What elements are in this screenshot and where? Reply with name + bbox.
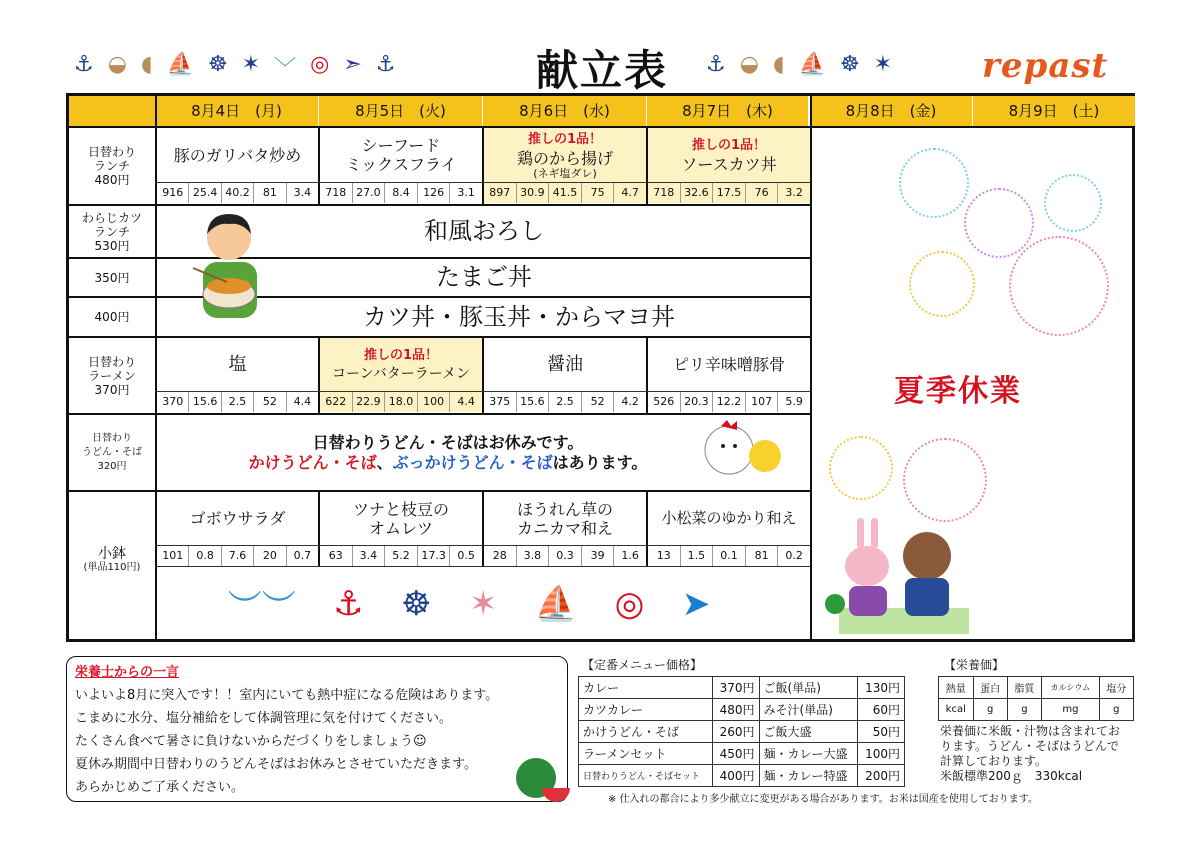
val: 1.6 xyxy=(613,546,646,566)
row-label-400: 400円 xyxy=(94,310,130,324)
lunch-thu xyxy=(648,128,810,182)
val: 75 xyxy=(581,183,614,203)
val: 8.4 xyxy=(384,183,417,203)
kobachi-mon xyxy=(157,492,318,545)
sailboat-icon: ⛵ xyxy=(798,52,826,77)
nutritionist-memo xyxy=(66,656,568,802)
nutrition-values xyxy=(157,392,318,412)
note-line: ります。うどん・そばはうどんで xyxy=(940,739,1120,753)
item: ご飯大盛 xyxy=(759,721,858,743)
anchor-icon: ⚓ xyxy=(74,52,94,77)
nutrition-values xyxy=(320,392,482,412)
summer-closure: 夏季休業 xyxy=(894,374,1022,409)
price: 100円 xyxy=(858,743,905,765)
kobachi-tue xyxy=(320,492,482,545)
val: 101 xyxy=(162,549,184,562)
unit: mg xyxy=(1042,699,1100,721)
nutrition-values xyxy=(320,546,482,566)
label-line: 日替わり xyxy=(87,354,136,369)
dolphin-icon: ➤ xyxy=(681,584,711,624)
starfish-icon: ✶ xyxy=(468,584,498,624)
separator: 、 xyxy=(376,453,393,472)
label-line: うどん・そば xyxy=(82,446,142,458)
nutrition-legend xyxy=(938,676,1134,721)
val: 5.2 xyxy=(384,546,417,566)
nutrition-values xyxy=(648,546,810,566)
dish-name: カツ丼・豚玉丼・からマヨ丼 xyxy=(363,302,675,331)
memo-line: いよいよ8月に突入です！！室内にいても熱中症になる危険はあります。 xyxy=(75,688,499,703)
val: 18.0 xyxy=(384,392,417,412)
seagull-icon: ︶︶ xyxy=(227,587,296,628)
note-line: 計算しております。 xyxy=(940,754,1048,768)
val: 0.2 xyxy=(777,546,810,566)
val: 0.1 xyxy=(712,546,745,566)
val: 20 xyxy=(253,546,285,566)
val: 15.6 xyxy=(516,392,549,412)
man-eating-illustration xyxy=(187,208,277,328)
val: 3.4 xyxy=(352,546,385,566)
footnote: ※ 仕入れの都合により多少献立に変更がある場合があります。お米は国産を使用しております。 xyxy=(608,794,1038,805)
val: 17.5 xyxy=(712,183,745,203)
item: 日替わりうどん・そばセット xyxy=(579,765,713,787)
val: 897 xyxy=(489,186,511,199)
dish-name: たまご丼 xyxy=(436,263,532,291)
table-row xyxy=(939,699,1134,721)
val: 1.5 xyxy=(680,546,713,566)
val: 4.7 xyxy=(613,183,646,203)
item: ご飯(単品) xyxy=(759,677,858,699)
item: 麺・カレー特盛 xyxy=(759,765,858,787)
lifebuoy-icon: ◎ xyxy=(310,52,330,77)
ramen-thu xyxy=(648,338,810,391)
nutrition-title: 【栄養価】 xyxy=(944,658,1005,672)
val: 100 xyxy=(417,392,450,412)
helm-icon: ☸ xyxy=(839,52,860,77)
price: 50円 xyxy=(858,721,905,743)
dish-name: コーンバターラーメン xyxy=(331,365,471,382)
table-row xyxy=(579,699,905,721)
val: 0.8 xyxy=(188,546,220,566)
val: 40.2 xyxy=(221,183,253,203)
val: 7.6 xyxy=(221,546,253,566)
header: 蛋白 xyxy=(973,677,1007,699)
price-table xyxy=(578,676,905,787)
header: 脂質 xyxy=(1007,677,1041,699)
val: 4.4 xyxy=(449,392,482,412)
lunch-tue xyxy=(320,128,482,182)
day-header: 8月9日 (土) xyxy=(973,96,1135,126)
anchor-icon: ⚓ xyxy=(333,584,364,624)
label-line: ランチ xyxy=(93,224,130,239)
nutrition-note xyxy=(940,724,1136,784)
val: 718 xyxy=(325,186,347,199)
item: かけうどん・そば xyxy=(579,721,713,743)
nutrition-values xyxy=(157,546,318,566)
starfish-icon: ✶ xyxy=(241,52,261,77)
unit: kcal xyxy=(939,699,974,721)
ramen-tue xyxy=(320,338,482,391)
sailboat-icon: ⛵ xyxy=(166,52,194,77)
val: 63 xyxy=(328,549,343,562)
memo-line: あらかじめご了承ください。 xyxy=(75,780,245,795)
table-row xyxy=(579,721,905,743)
menu-grid xyxy=(66,93,1135,642)
val: 916 xyxy=(162,186,184,199)
label-line: 480円 xyxy=(94,173,130,187)
val: 0.3 xyxy=(548,546,581,566)
lunch-mon xyxy=(157,128,318,182)
val: 25.4 xyxy=(188,183,220,203)
val: 41.5 xyxy=(548,183,581,203)
row-label-350: 350円 xyxy=(94,270,130,285)
row-label-udon xyxy=(69,415,155,490)
seagull-icon: ﹀ xyxy=(274,57,297,82)
val: 39 xyxy=(581,546,614,566)
price-table-title: 【定番メニュー価格】 xyxy=(582,658,703,672)
table-row xyxy=(579,765,905,787)
item: みそ汁(単品) xyxy=(759,699,858,721)
nutrition-values xyxy=(157,183,318,203)
val: 0.5 xyxy=(449,546,482,566)
lunch-wed xyxy=(484,128,646,182)
dish-name: ピリ辛味噌豚骨 xyxy=(672,355,785,374)
label-line: 320円 xyxy=(97,460,127,472)
val: 81 xyxy=(745,546,778,566)
price: 60円 xyxy=(858,699,905,721)
unit: g xyxy=(1099,699,1133,721)
header: 熱量 xyxy=(939,677,974,699)
recommend-badge: 推しの1品！ xyxy=(691,138,767,153)
day-header: 8月6日 (水) xyxy=(483,96,646,126)
label-line: 日替わり xyxy=(87,145,136,159)
val: 370 xyxy=(162,395,184,408)
nutrition-values xyxy=(648,183,810,203)
label-line: ランチ xyxy=(93,159,130,173)
row-label-kobachi xyxy=(69,536,155,586)
val: 526 xyxy=(653,395,675,408)
helm-icon: ☸ xyxy=(207,52,228,77)
val: 28 xyxy=(492,549,507,562)
val: 4.4 xyxy=(286,392,318,412)
day-header: 8月4日 (月) xyxy=(155,96,318,126)
dish-name: ゴボウサラダ xyxy=(189,509,286,528)
price: 370円 xyxy=(712,677,759,699)
bukkake-udon-text: ぶっかけうどん・そば xyxy=(392,453,553,472)
val: 81 xyxy=(253,183,285,203)
page-title: 献立表 xyxy=(535,46,668,95)
recommend-badge: 推しの1品！ xyxy=(527,132,603,147)
item: 麺・カレー大盛 xyxy=(759,743,858,765)
nutrition-values xyxy=(484,183,646,203)
starfish-icon: ✶ xyxy=(873,52,893,77)
val: 20.3 xyxy=(680,392,713,412)
note-line: 栄養価に米飯・汁物は含まれてお xyxy=(940,724,1121,738)
val: 27.0 xyxy=(352,183,385,203)
header: 塩分 xyxy=(1099,677,1133,699)
sailboat-icon: ⛵ xyxy=(534,584,578,624)
val: 52 xyxy=(253,392,285,412)
udon-notice xyxy=(213,433,683,473)
label-line: 370円 xyxy=(94,382,130,397)
shell-icon: ◖ xyxy=(772,52,785,77)
memo-line: たくさん食べて暑さに負けないからだづくりをしましょう☺ xyxy=(75,734,427,749)
brand-logo: repast xyxy=(982,46,1109,86)
note-line: 米飯標準200ｇ 330kcal xyxy=(940,769,1083,783)
header: カルシウム xyxy=(1042,677,1100,699)
memo-title: 栄養士からの一言 xyxy=(75,665,180,680)
label-line: 日替わり xyxy=(92,432,132,444)
row-label-lunch xyxy=(69,128,155,204)
val: 3.4 xyxy=(286,183,318,203)
price: 480円 xyxy=(712,699,759,721)
day-header: 8月7日 (木) xyxy=(647,96,808,126)
dish-name: 塩 xyxy=(228,354,247,375)
shell-icon: ◒ xyxy=(107,52,127,77)
dish-name: ほうれん草の カニカマ和え xyxy=(516,499,613,538)
helm-icon: ☸ xyxy=(401,584,432,624)
label-line: 小鉢 xyxy=(98,546,126,562)
val: 0.7 xyxy=(286,546,318,566)
table-row xyxy=(579,677,905,699)
val: 2.5 xyxy=(221,392,253,412)
val: 3.1 xyxy=(449,183,482,203)
val: 622 xyxy=(325,395,347,408)
fish-icon: ➣ xyxy=(343,52,362,77)
val: 12.2 xyxy=(712,392,745,412)
val: 5.9 xyxy=(777,392,810,412)
warajikatsu-dish xyxy=(319,206,649,257)
price: 400円 xyxy=(712,765,759,787)
recommend-badge: 推しの1品！ xyxy=(363,347,439,363)
dish-sub: (ネギ塩ダレ) xyxy=(533,167,597,180)
kobachi-thu xyxy=(648,492,810,545)
tail-text: はあります。 xyxy=(552,453,648,472)
val: 17.3 xyxy=(417,546,450,566)
memo-line: 夏休み期間中日替わりのうどんそばはお休みとさせていただきます。 xyxy=(75,757,477,772)
dish-name: ツナと枝豆の オムレツ xyxy=(352,499,449,538)
ramen-mon xyxy=(157,338,318,391)
nutrition-values xyxy=(648,392,810,412)
val: 3.2 xyxy=(777,183,810,203)
day-header: 8月5日 (火) xyxy=(319,96,482,126)
dish-350 xyxy=(319,259,649,296)
chicken-illustration xyxy=(697,418,787,478)
dish-name: 豚のガリバタ炒め xyxy=(173,145,302,165)
item: カツカレー xyxy=(579,699,713,721)
val: 32.6 xyxy=(680,183,713,203)
val: 22.9 xyxy=(352,392,385,412)
marine-icon-strip xyxy=(209,574,729,634)
dish-name: 小松菜のゆかり和え xyxy=(661,509,797,527)
label-line: ラーメン xyxy=(88,368,136,383)
udon-available-text xyxy=(213,453,683,473)
val: 718 xyxy=(653,186,675,199)
val: 4.2 xyxy=(613,392,646,412)
val: 52 xyxy=(581,392,614,412)
unit: g xyxy=(973,699,1007,721)
val: 2.5 xyxy=(548,392,581,412)
memo-line: こまめに水分、塩分補給をして体調管理に気を付けてください。 xyxy=(75,711,453,726)
label-line: 530円 xyxy=(94,238,130,253)
val: 3.8 xyxy=(516,546,549,566)
val: 107 xyxy=(745,392,778,412)
ramen-wed xyxy=(484,338,646,391)
price: 200円 xyxy=(858,765,905,787)
label-line: わらじカツ xyxy=(81,210,142,225)
kake-udon-text: かけうどん・そば xyxy=(248,453,377,472)
corner-header xyxy=(69,96,155,126)
val: 30.9 xyxy=(516,183,549,203)
lifebuoy-icon: ◎ xyxy=(614,584,645,624)
price: 130円 xyxy=(858,677,905,699)
shell-icon: ◒ xyxy=(739,52,759,77)
val: 375 xyxy=(489,395,511,408)
table-row xyxy=(579,743,905,765)
dish-name: 鶏のから揚げ xyxy=(516,149,613,168)
watermelon-icon xyxy=(512,748,572,802)
dish-name: 醤油 xyxy=(547,354,583,375)
val: 76 xyxy=(745,183,778,203)
dish-name: ソースカツ丼 xyxy=(681,155,777,174)
udon-closed-text: 日替わりうどん・そばはお休みです。 xyxy=(312,433,584,452)
price: 450円 xyxy=(712,743,759,765)
dish-name: シーフード ミックスフライ xyxy=(345,136,457,174)
unit: g xyxy=(1007,699,1041,721)
val: 126 xyxy=(417,183,450,203)
kobachi-wed xyxy=(484,492,646,545)
item: ラーメンセット xyxy=(579,743,713,765)
header-decoration-left xyxy=(74,52,396,83)
table-row xyxy=(939,677,1134,699)
dish-400 xyxy=(269,298,769,336)
val: 15.6 xyxy=(188,392,220,412)
animals-illustration xyxy=(819,508,979,638)
price: 260円 xyxy=(712,721,759,743)
label-line: (単品110円) xyxy=(83,562,141,573)
anchor-icon: ⚓ xyxy=(375,52,396,77)
row-label-ramen xyxy=(69,338,155,413)
dish-name: 和風おろし xyxy=(424,217,544,245)
nutrition-values xyxy=(484,546,646,566)
val: 13 xyxy=(656,549,671,562)
anchor-icon: ⚓ xyxy=(706,52,726,77)
shell-icon: ◖ xyxy=(140,52,153,77)
item: カレー xyxy=(579,677,713,699)
nutrition-values xyxy=(320,183,482,203)
nutrition-values xyxy=(484,392,646,412)
day-header: 8月8日 (金) xyxy=(810,96,972,126)
row-label-warajikatsu xyxy=(69,206,155,257)
header-decoration-right xyxy=(706,52,892,77)
